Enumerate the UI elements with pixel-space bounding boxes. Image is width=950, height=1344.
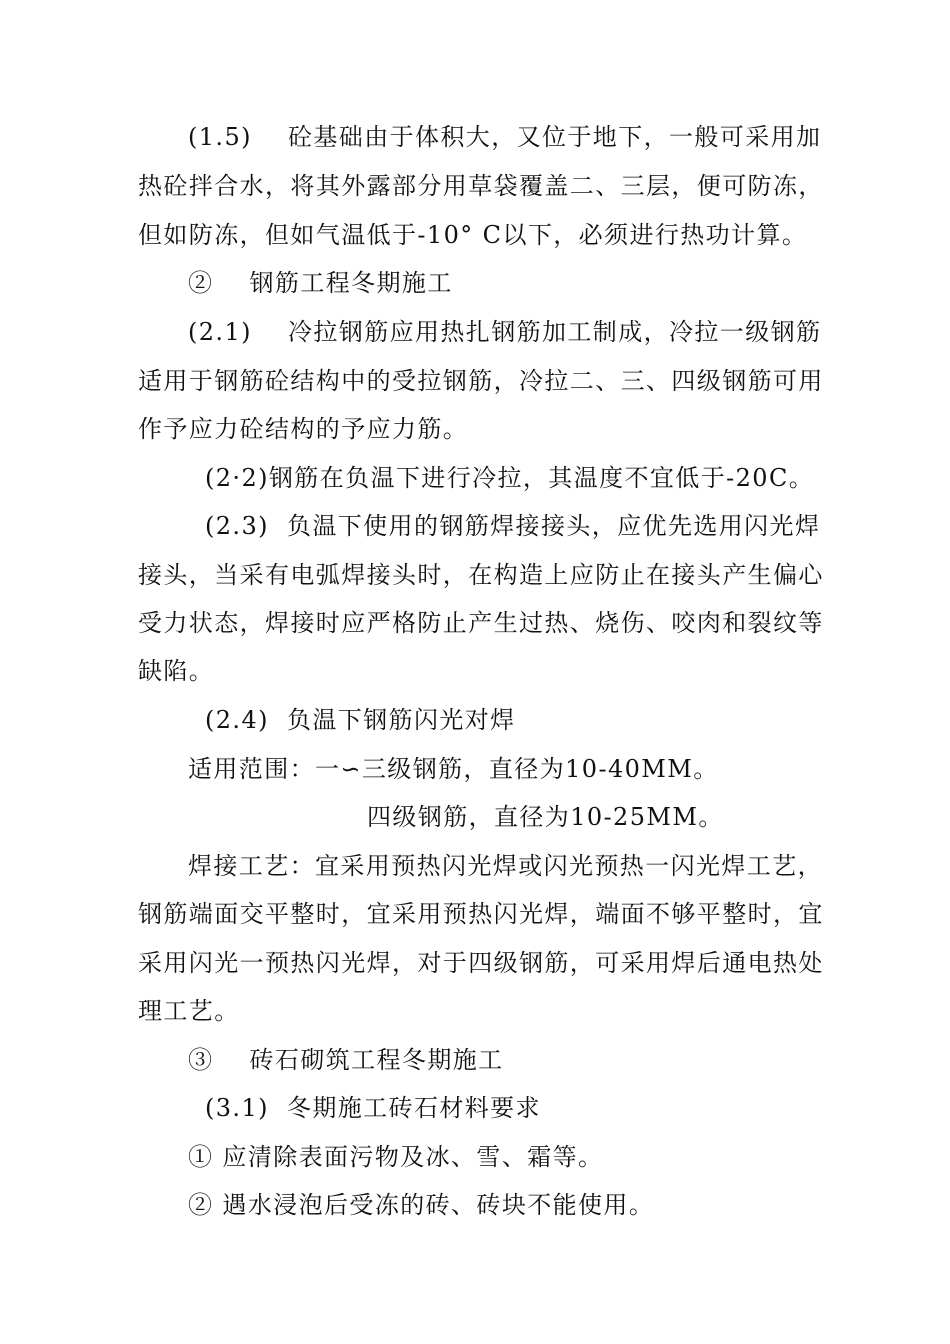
paragraph-2-3-line-1: (2.3) 负温下使用的钢筋焊接接头，应优先选用闪光焊 <box>205 512 821 540</box>
requirement-item-1: ① 应清除表面污物及冰、雪、霜等。 <box>188 1143 604 1171</box>
section-heading-3: ③ 砖石砌筑工程冬期施工 <box>188 1046 504 1074</box>
paragraph-2-3-line-4: 缺陷。 <box>138 657 215 685</box>
paragraph-2-4-heading: (2.4) 负温下钢筋闪光对焊 <box>205 706 516 734</box>
paragraph-2-1-line-2: 适用于钢筋砼结构中的受拉钢筋，冷拉二、三、四级钢筋可用 <box>138 367 824 395</box>
paragraph-1-5-line-2: 热砼拌合水，将其外露部分用草袋覆盖二、三层，便可防冻， <box>138 172 824 200</box>
paragraph-2-2: (2·2)钢筋在负温下进行冷拉，其温度不宜低于-20C。 <box>205 464 815 492</box>
section-heading-2: ② 钢筋工程冬期施工 <box>188 269 453 297</box>
paragraph-3-1-heading: (3.1) 冬期施工砖石材料要求 <box>205 1094 541 1122</box>
process-line-2: 钢筋端面交平整时，宜采用预热闪光焊，端面不够平整时，宜 <box>138 900 824 928</box>
scope-line-1: 适用范围：一∽三级钢筋，直径为10-40MM。 <box>188 755 719 783</box>
paragraph-2-1-line-1: (2.1) 冷拉钢筋应用热扎钢筋加工制成，冷拉一级钢筋 <box>188 318 822 346</box>
scope-line-2: 四级钢筋，直径为10-25MM。 <box>367 803 724 831</box>
paragraph-2-3-line-2: 接头，当采有电弧焊接头时，在构造上应防止在接头产生偏心 <box>138 561 824 589</box>
paragraph-2-3-line-3: 受力状态，焊接时应严格防止产生过热、烧伤、咬肉和裂纹等 <box>138 609 824 637</box>
paragraph-1-5-line-1: (1.5) 砼基础由于体积大，又位于地下，一般可采用加 <box>188 123 822 151</box>
process-line-4: 理工艺。 <box>138 997 240 1025</box>
requirement-item-2: ② 遇水浸泡后受冻的砖、砖块不能使用。 <box>188 1191 655 1219</box>
process-line-3: 采用闪光一预热闪光焊，对于四级钢筋，可采用焊后通电热处 <box>138 949 824 977</box>
paragraph-1-5-line-3: 但如防冻，但如气温低于-10° C以下，必须进行热功计算。 <box>138 221 808 249</box>
process-line-1: 焊接工艺：宜采用预热闪光焊或闪光预热一闪光焊工艺， <box>188 852 823 880</box>
paragraph-2-1-line-3: 作予应力砼结构的予应力筋。 <box>138 415 469 443</box>
